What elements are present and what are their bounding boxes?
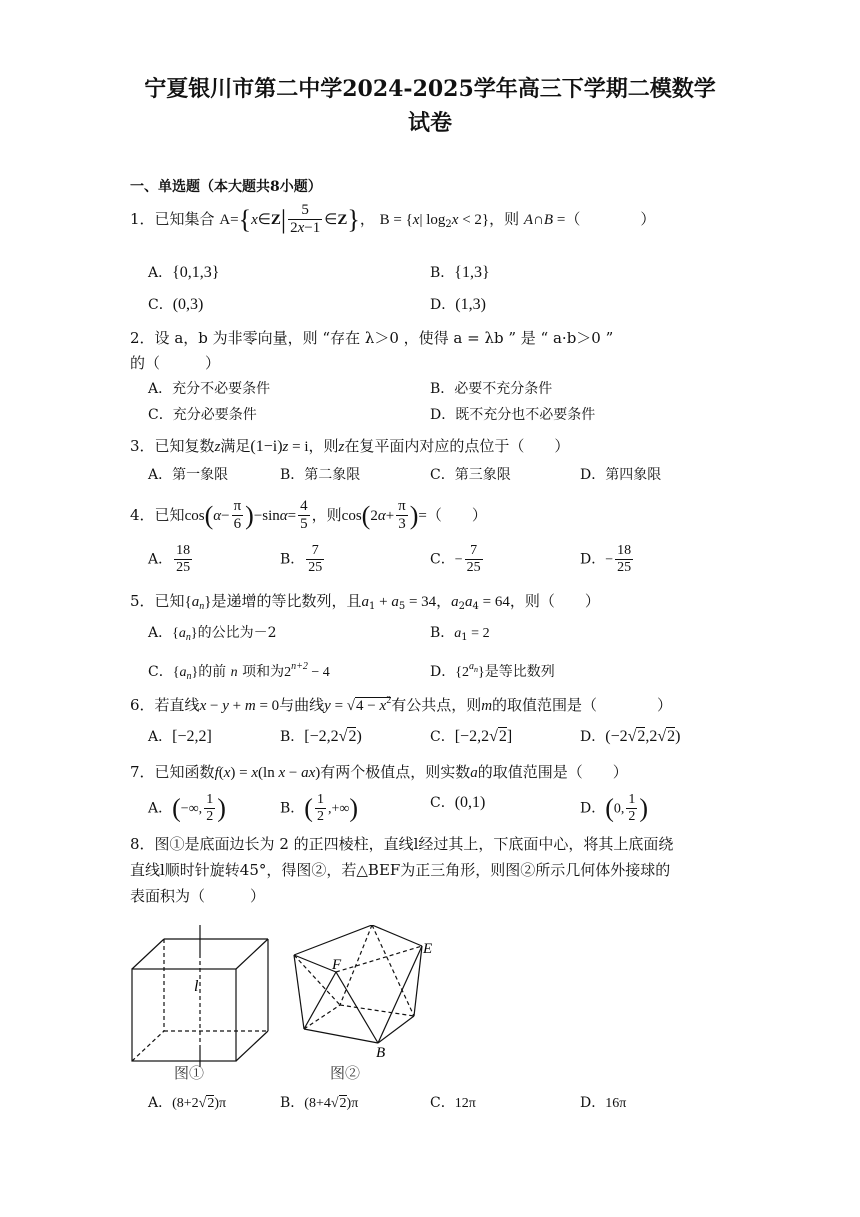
q8-option-c: C．12π [430, 1095, 476, 1111]
geometry-figures [120, 925, 460, 1090]
q1-option-b: B．{1,3} [430, 264, 490, 281]
q8-option-a: A．(8+2√2)π [148, 1095, 227, 1111]
q7-option-b: B．( $\frac{1}{2}$ ,+∞) [280, 792, 359, 825]
q2-option-a: A．充分不必要条件 [148, 381, 271, 397]
section-heading: 一、单选题（本大题共8小题） [130, 179, 322, 195]
question-8-line3: 表面积为（ ） [130, 887, 266, 905]
q6-option-d: D．(−2√2,2√2) [580, 728, 681, 745]
question-2: 2．设 a，b 为非零向量，则 “存在 λ＞0 ，使得 a = λb ” 是 “ a·b＞0 ” [130, 329, 614, 347]
q4-option-d: D．− $\frac{18}{25}$ [580, 543, 632, 576]
question-5: 5．已知$\{a_n\}$是递增的等比数列，且$a_1 + a_5 = 34$，$a_2a_4 = 64$，则（ ） [130, 592, 600, 612]
vertex-label-f: F [332, 957, 342, 973]
vertex-label-e: E [423, 941, 433, 957]
question-4: 4．已知cos(α− $\frac{\pi}{6}$ )−sinα= $\frac{4}{5}$ ，则cos(2α+ $\frac{\pi}{3}$ )=（ ） [130, 498, 487, 533]
q2-option-d: D．既不充分也不必要条件 [430, 407, 596, 423]
q2-option-c: C．充分必要条件 [148, 407, 257, 423]
q5-option-d: D．$\{2^{a_n}\}$是等比数列 [430, 661, 555, 680]
q8-option-d: D．16π [580, 1095, 627, 1111]
question-7: 7．已知函数f(x) = x(ln x − ax)有两个极值点，则实数a的取值范围是（ ） [130, 763, 628, 781]
figure-2-rotated-solid [294, 925, 422, 1043]
q1-option-a: A．{0,1,3} [148, 264, 220, 281]
q4-option-a: A． $\frac{18}{25}$ [148, 543, 191, 576]
q1-option-d: D．(1,3) [430, 296, 486, 313]
q4-option-b: B． $\frac{7}{25}$ [280, 543, 323, 576]
q2-option-b: B．必要不充分条件 [430, 381, 553, 397]
q3-option-c: C．第三象限 [430, 467, 511, 483]
question-8: 8．图①是底面边长为 2 的正四棱柱，直线l经过其上，下底面中心，将其上底面绕 [130, 835, 674, 853]
q6-option-b: B．[−2,2√2) [280, 728, 362, 745]
question-2-line2: 的（ ） [130, 354, 221, 372]
page-title [0, 72, 860, 140]
q5-option-a: A．$\{a_n\}$的公比为－2 [148, 625, 277, 643]
vertex-label-b: B [376, 1045, 386, 1061]
q6-option-c: C．[−2,2√2] [430, 728, 513, 745]
q3-option-b: B．第二象限 [280, 467, 361, 483]
q5-option-c: C．$\{a_n\}$的前 n 项和为$2^{n+2} - 4$ [148, 661, 330, 682]
title-line-2: 试卷 [407, 110, 452, 136]
figure-1-caption: 图① [174, 1064, 205, 1082]
figure-2-caption: 图② [330, 1064, 361, 1082]
q4-option-c: C．− $\frac{7}{25}$ [430, 543, 481, 576]
figure-1-prism [132, 925, 268, 1067]
question-6: 6．若直线x − y + m = 0与曲线$y = √4 - x^2$有公共点，则m的取值范围是（ ） [130, 695, 673, 714]
question-3: 3．已知复数z满足(1−i)z = i，则z在复平面内对应的点位于（ ） [130, 437, 570, 455]
q7-option-a: A．(−∞, $\frac{1}{2}$ ) [148, 792, 226, 825]
title-line-1: 宁夏银川市第二中学2024-2025学年高三下学期二模数学 [144, 76, 716, 102]
q5-option-b: B．$a_1 = 2$ [430, 625, 490, 643]
q7-option-c: C．(0,1) [430, 794, 486, 811]
question-1: 1．已知集合 A={x∈Z| $\frac{5}{2x-1}$ ∈Z}， B = {x| $\log_2x < 2$}，则 A∩B =（ ） [130, 202, 656, 237]
q1-option-c: C．(0,3) [148, 296, 204, 313]
q7-option-d: D．(0, $\frac{1}{2}$ ) [580, 792, 649, 825]
axis-label-l: l [194, 978, 199, 995]
q6-option-a: A．[−2,2] [148, 728, 212, 745]
q3-option-d: D．第四象限 [580, 467, 662, 483]
question-8-line2: 直线l顺时针旋转45°，得图②，若△BEF为正三角形，则图②所示几何体外接球的 [130, 861, 671, 879]
q8-option-b: B．(8+4√2)π [280, 1095, 359, 1111]
q3-option-a: A．第一象限 [148, 467, 229, 483]
